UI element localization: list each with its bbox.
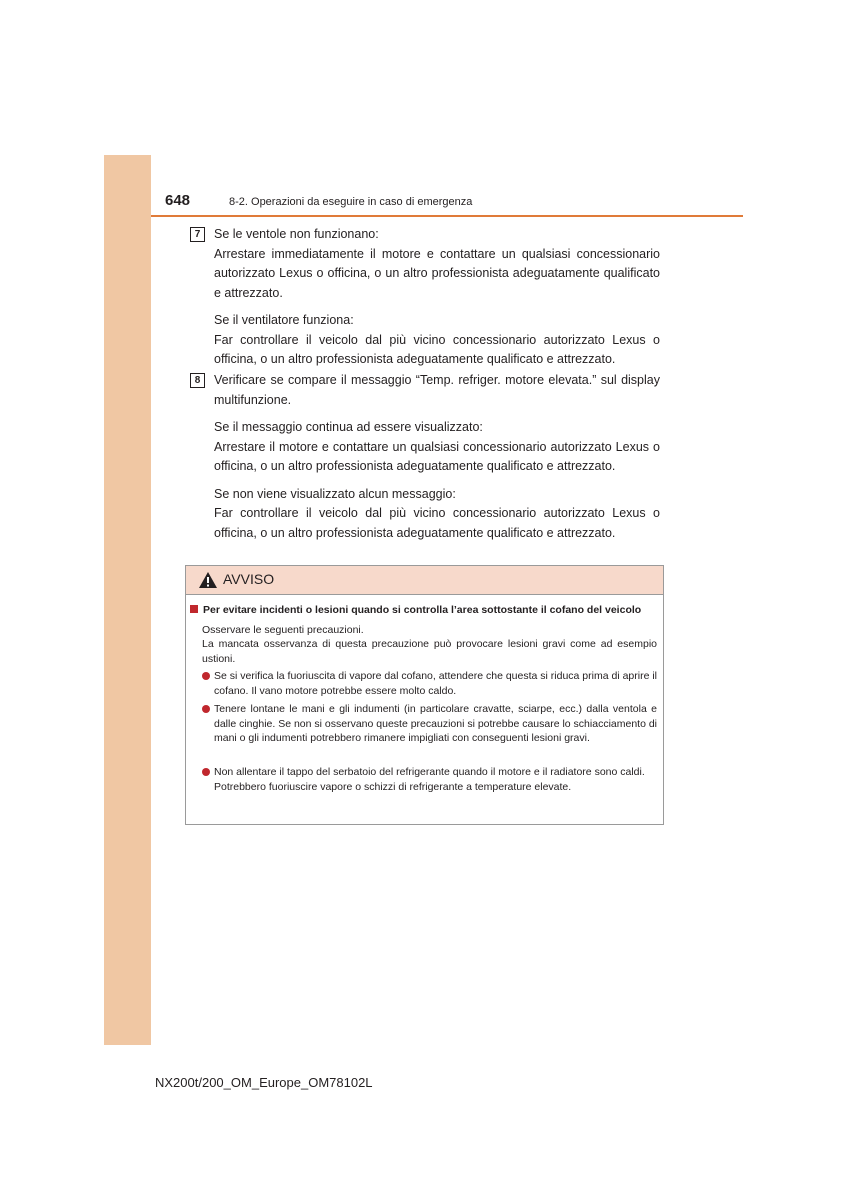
red-dot-bullet-icon — [202, 705, 210, 713]
warning-title: AVVISO — [223, 571, 275, 587]
chapter-side-band — [104, 155, 151, 1045]
page-number: 648 — [165, 192, 191, 209]
step-paragraph: Se le ventole non funzionano: — [214, 227, 379, 241]
step-8 — [190, 371, 660, 551]
step-paragraph: Arrestare immediatamente il motore e contattare un qualsiasi concessionario autorizzato Lexus o officina, o un altro professionista adeguatamente qualificato e attrezzato. — [214, 246, 660, 300]
warning-bullet-text: Tenere lontane le mani e gli indumenti (in particolare cravatte, sciarpe, ecc.) dalla ventola e dalle cinghie. Se non si osservano queste precauzioni si potrebbe causare lo schiacciamento di mani o gli indumenti potrebbero rimanere impigliati con conseguenti lesioni gravi. — [214, 703, 658, 744]
warning-intro: Osservare le seguenti precauzioni. — [202, 624, 364, 636]
red-square-bullet-icon — [190, 605, 198, 613]
warning-header — [186, 566, 663, 595]
section-title: 8-2. Operazioni da eseguire in caso di emergenza — [229, 196, 473, 208]
warning-triangle-icon — [198, 571, 218, 589]
step-paragraph: Far controllare il veicolo dal più vicino concessionario autorizzato Lexus o officina, o un altro professionista adeguatamente qualificato e attrezzato. — [214, 332, 660, 366]
red-dot-bullet-icon — [202, 768, 210, 776]
warning-bullet-text: Se si verifica la fuoriuscita di vapore dal cofano, attendere che questa si riduca prima di aprire il cofano. Il vano motore potrebbe essere molto caldo. — [214, 670, 657, 697]
step-paragraph: Se il messaggio continua ad essere visualizzato: — [214, 420, 483, 434]
warning-box — [185, 565, 664, 825]
warning-bullet — [202, 765, 657, 794]
step-paragraph: Verificare se compare il messaggio “Temp. refriger. motore elevata.” sul display multifunzione. — [214, 373, 660, 407]
warning-intro: La mancata osservanza di questa precauzione può provocare lesioni gravi come ad esempio ustioni. — [202, 638, 657, 665]
step-paragraph: Arrestare il motore e contattare un qualsiasi concessionario autorizzato Lexus o officina, o un altro professionista adeguatamente qualificato e attrezzato. — [214, 439, 660, 473]
warning-subheading-text: Per evitare incidenti o lesioni quando si controlla l’area sottostante il cofano del veicolo — [203, 604, 642, 616]
step-number-badge: 8 — [190, 373, 205, 388]
step-7 — [190, 225, 660, 378]
warning-bullet — [202, 702, 657, 746]
warning-bullet — [202, 669, 657, 698]
warning-bullet-text: Non allentare il tappo del serbatoio del refrigerante quando il motore e il radiatore sono caldi. — [214, 766, 645, 778]
step-paragraph: Se il ventilatore funziona: — [214, 313, 354, 327]
warning-subheading — [190, 603, 656, 618]
step-number-badge: 7 — [190, 227, 205, 242]
step-paragraph: Far controllare il veicolo dal più vicino concessionario autorizzato Lexus o officina, o un altro professionista adeguatamente qualificato e attrezzato. — [214, 506, 660, 540]
warning-bullet-text: Potrebbero fuoriuscire vapore o schizzi di refrigerante a temperature elevate. — [214, 780, 572, 793]
header-rule — [151, 215, 743, 217]
step-paragraph: Se non viene visualizzato alcun messaggio: — [214, 486, 456, 501]
red-dot-bullet-icon — [202, 672, 210, 680]
document-code: NX200t/200_OM_Europe_OM78102L — [155, 1075, 373, 1090]
